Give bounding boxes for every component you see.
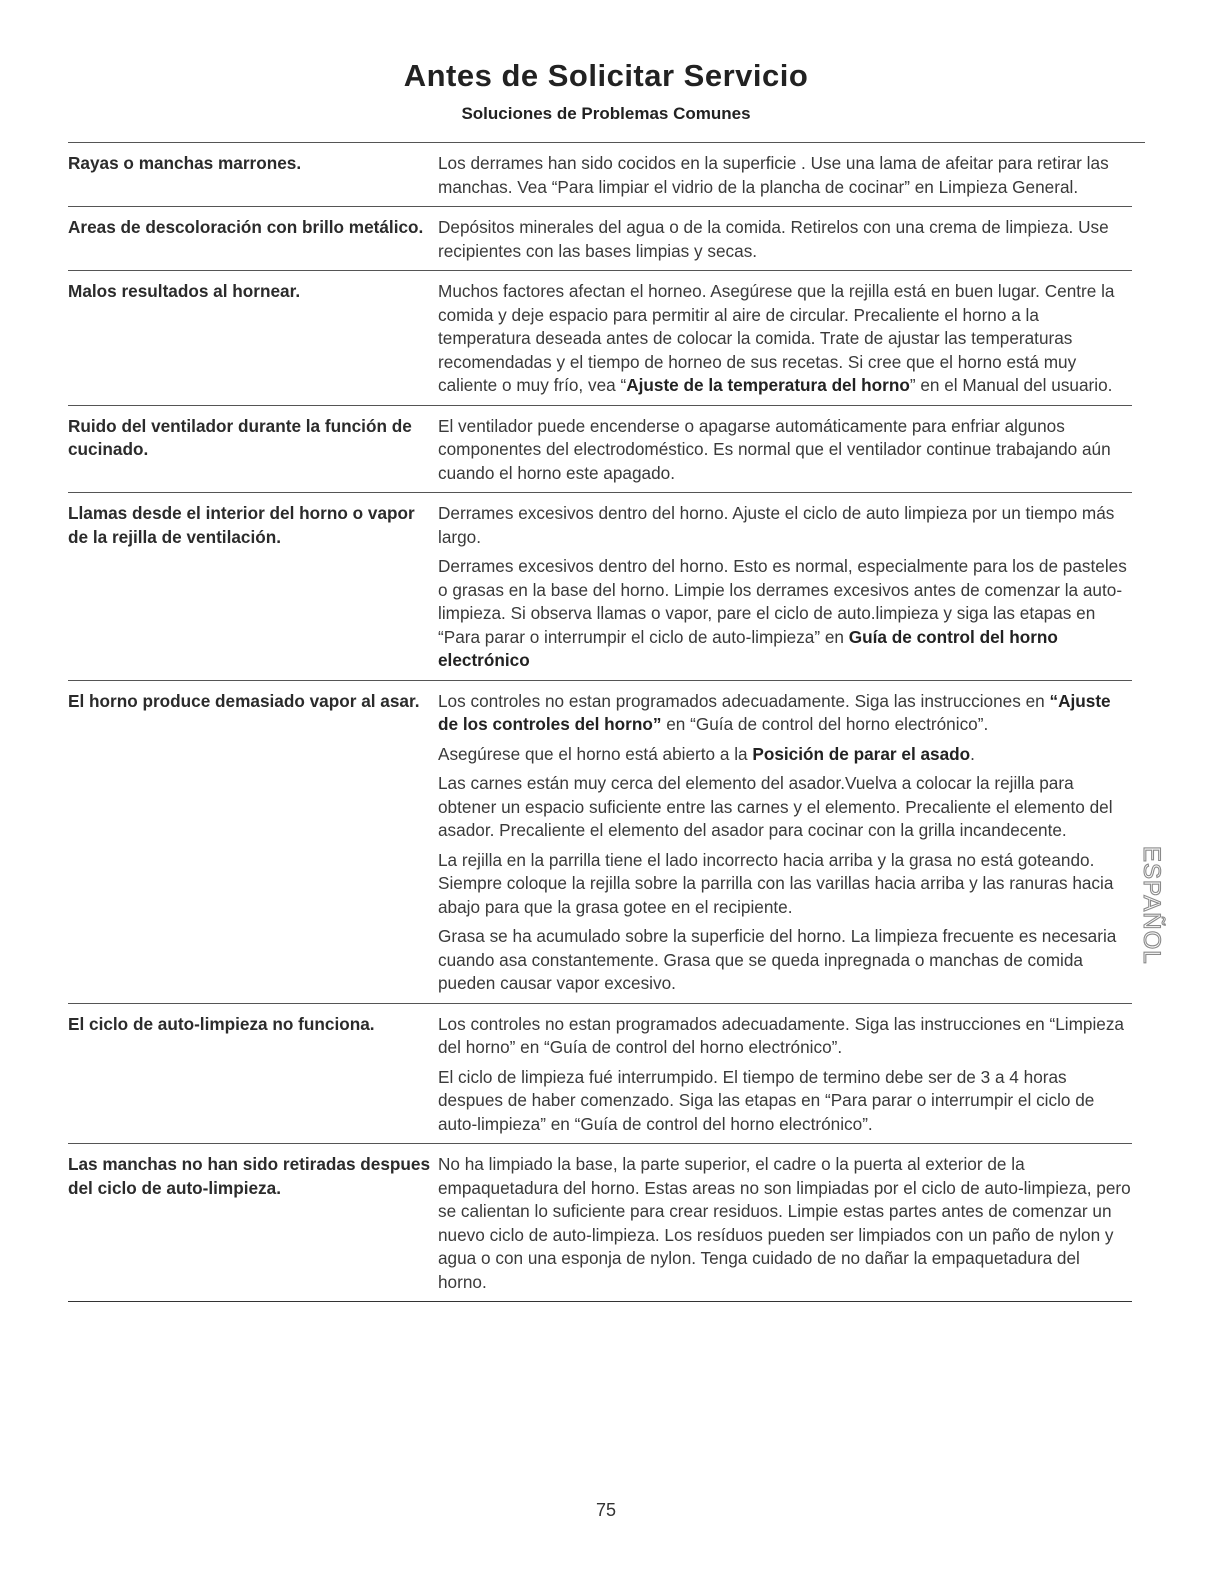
solutions-cell — [438, 502, 1132, 673]
table-row — [68, 1004, 1132, 1145]
solution-paragraph — [438, 280, 1132, 398]
troubleshooting-table — [68, 143, 1132, 1302]
page-title: Antes de Solicitar Servicio — [403, 58, 809, 93]
solution-paragraph — [438, 415, 1132, 486]
side-tab-espanol — [1126, 842, 1165, 982]
table-row — [68, 143, 1132, 207]
solutions-cell — [438, 152, 1132, 199]
solution-paragraph — [438, 555, 1132, 673]
problem-label: Malos resultados al hornear. — [68, 281, 301, 301]
solution-text: No ha limpiado la base, la parte superior, el cadre o la puerta al exterior de la empaquetadura del horno. Estas areas no son limpiadas por el ciclo de auto-limpieza, pero se calientan lo suficiente para crear residuos. Limpie estas partes antes de comenzar un nuevo ciclo de auto-limpieza. Los resíduos pueden ser limpiados con un paño de nylon y agua o con una esponja de nylon. Tenga cuidado de no dañar la empaquetadura del horno. — [438, 1154, 1131, 1292]
table-row — [68, 207, 1132, 271]
problem-label: Llamas desde el interior del horno o vapor de la rejilla de ventilación. — [68, 503, 415, 547]
solutions-cell — [438, 1153, 1132, 1294]
solution-paragraph — [438, 743, 1132, 767]
solution-text: en “Guía de control del horno electrónico”. — [661, 714, 989, 734]
solution-text: Los derrames han sido cocidos en la superficie . Use una lama de afeitar para retirar las manchas. Vea “Para limpiar el vidrio de la plancha de cocinar” en Limpieza General. — [438, 153, 1109, 197]
problem-label: Las manchas no han sido retiradas despues del ciclo de auto-limpieza. — [68, 1154, 431, 1198]
problem-label: El horno produce demasiado vapor al asar. — [68, 690, 420, 711]
page-subtitle: Soluciones de Problemas Comunes — [461, 104, 751, 123]
solution-text: La rejilla en la parrilla tiene el lado incorrecto hacia arriba y la grasa no está goteando. Siempre coloque la rejilla sobre la parrilla con las varillas hacia arriba y las ranuras hacia abajo para que la grasa gotee en el recipiente. — [438, 849, 1114, 917]
table-row — [68, 271, 1132, 406]
solutions-cell — [438, 1013, 1132, 1137]
side-tab-label: ESPAÑOL — [1138, 846, 1165, 965]
solution-paragraph — [438, 502, 1132, 549]
solution-text: Asegúrese que el horno está abierto a la — [438, 743, 753, 764]
solution-paragraph — [438, 152, 1132, 199]
solutions-cell — [438, 415, 1132, 486]
solution-paragraph — [438, 849, 1132, 920]
table-row — [68, 493, 1132, 681]
solution-text: Muchos factores afectan el horneo. Asegúrese que la rejilla está en buen lugar. Centre la comida y deje espacio para permitir al aire de circular. Precaliente el horno a la temperatura deseada antes de colocar la comida. Trate de ajustar las temperaturas recomendadas y el tiempo de horneo de sus recetas. Si cree que el horno está muy caliente o muy frío, vea “ — [438, 281, 1115, 395]
problem-label: El ciclo de auto-limpieza no funciona. — [68, 1013, 375, 1034]
solution-text: Derrames excesivos dentro del horno. Esto es normal, especialmente para los de pasteles o grasas en la base del horno. Limpie los derrames excesivos antes de comenzar la auto-limpieza. Si observa llamas o vapor, pare el ciclo de auto.limpieza y siga las etapas en “Para parar o interrumpir el ciclo de auto-limpieza” en — [438, 556, 1127, 647]
page-number: 75 — [595, 1500, 617, 1520]
solutions-cell — [438, 216, 1132, 263]
solution-text: . — [970, 743, 975, 764]
solution-text: Derrames excesivos dentro del horno. Ajuste el ciclo de auto limpieza por un tiempo más largo. — [438, 503, 1115, 547]
solution-emphasis: “Ajuste de los controles del horno” — [438, 690, 1111, 734]
solution-text: Depósitos minerales del agua o de la comida. Retirelos con una crema de limpieza. Use recipientes con las bases limpias y secas. — [438, 217, 1109, 261]
solutions-cell — [438, 690, 1132, 996]
solution-text: El ventilador puede encenderse o apagarse automáticamente para enfriar algunos componentes del electrodoméstico. Es normal que el ventilador continue trabajando aún cuando el horno este apagado. — [438, 415, 1111, 483]
solution-paragraph — [438, 925, 1132, 996]
problem-label: Areas de descoloración con brillo metálico. — [68, 217, 424, 237]
solution-text: Los controles no estan programados adecuadamente. Siga las instrucciones en — [438, 690, 1050, 711]
solution-text: Grasa se ha acumulado sobre la superficie del horno. La limpieza frecuente es necesaria cuando asa constantemente. Grasa que se queda inpregnada o manchas de comida pueden causar vapor excesivo. — [438, 926, 1117, 993]
solution-text: Las carnes están muy cerca del elemento del asador.Vuelva a colocar la rejilla para obtener un espacio suficiente entre las carnes y el elemento. Precaliente el elemento del asador. Precaliente el elemento del asador para cocinar con la grilla incandecente. — [438, 773, 1113, 840]
solution-text: El ciclo de limpieza fué interrumpido. El tiempo de termino debe ser de 3 a 4 horas despues de haber comenzado. Siga las etapas en “Para parar o interrumpir el ciclo de auto-limpieza” en “Guía de control del horno electrónico”. — [438, 1066, 1095, 1134]
solution-paragraph — [438, 1013, 1132, 1060]
table-row — [68, 681, 1132, 1004]
solution-emphasis: Guía de control del horno electrónico — [438, 626, 1058, 670]
solution-text: ” en el Manual del usuario. — [909, 375, 1113, 395]
table-row — [68, 1144, 1132, 1302]
solution-text: Los controles no estan programados adecuadamente. Siga las instrucciones en “Limpieza del horno” en “Guía de control del horno electrónico”. — [438, 1013, 1124, 1057]
solution-paragraph — [438, 690, 1132, 737]
solution-emphasis: Posición de parar el asado — [752, 743, 971, 764]
solution-paragraph — [438, 216, 1132, 263]
solution-emphasis: Ajuste de la temperatura del horno — [626, 375, 910, 395]
problem-label: Rayas o manchas marrones. — [68, 153, 302, 173]
solution-paragraph — [438, 1066, 1132, 1137]
solutions-cell — [438, 280, 1132, 398]
problem-label: Ruido del ventilador durante la función de cucinado. — [68, 415, 412, 459]
solution-paragraph — [438, 772, 1132, 843]
solution-paragraph — [438, 1153, 1132, 1294]
table-row — [68, 406, 1132, 494]
